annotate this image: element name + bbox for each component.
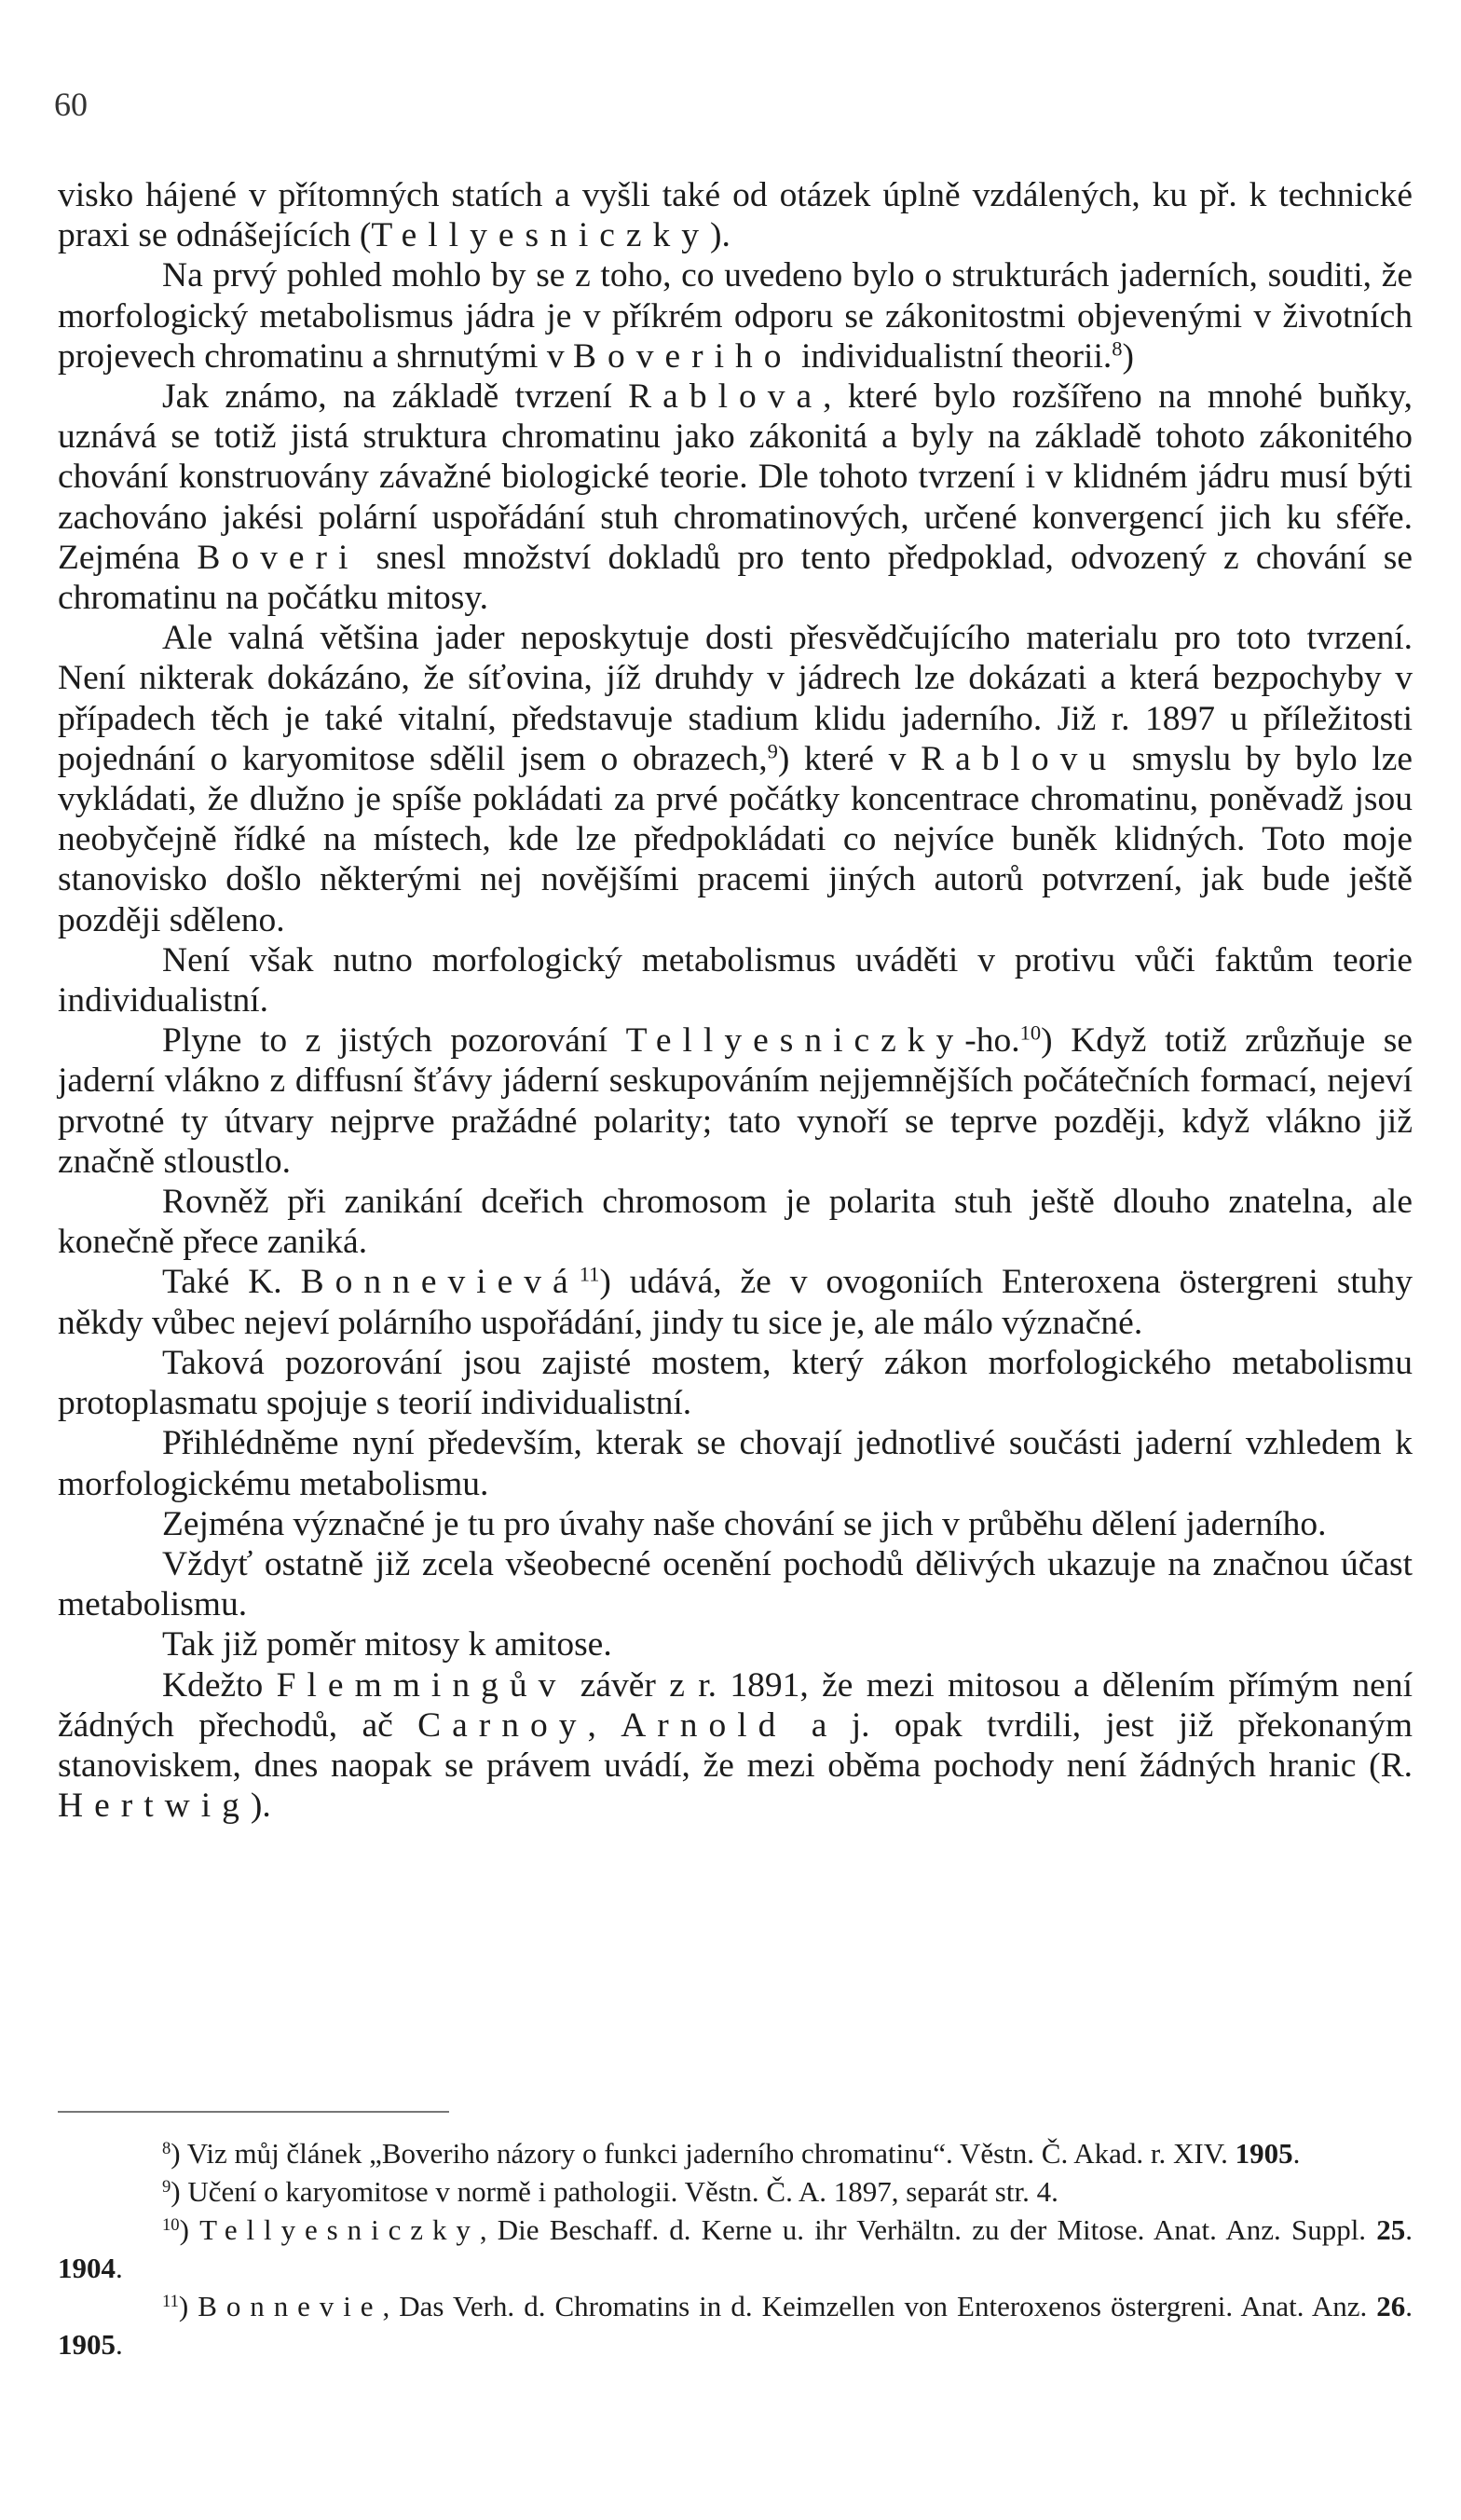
footnote-marker: 10 [162, 2214, 180, 2235]
text-run: Taková pozorování jsou zajisté mostem, který zákon morfologického metabolismu protoplasmatu spojuje s teorií individualistní. [58, 1343, 1413, 1423]
paragraph [58, 940, 1413, 1020]
text-run: . [116, 2328, 123, 2361]
text-run: ) [179, 2213, 200, 2246]
spaced-name: Flemmingův [276, 1665, 567, 1705]
paragraph [58, 1423, 1413, 1503]
text-run: smyslu by bylo lze vykládati, že dlužno je spíše pokládati za prvé počátky koncentrace chromatinu, poněvadž jsou neobyčejně řídké na místech, kde lze předpokládati co nejvíce buněk klidných. Toto moje stanovisko došlo některými nej novějšími pracemi jiných autorů potvrzení, jak bude ještě později sděleno. [58, 739, 1413, 939]
paragraph [58, 255, 1413, 377]
text-run: 25 [1376, 2213, 1406, 2246]
footnote [58, 2211, 1413, 2287]
footnotes [58, 2134, 1413, 2363]
paragraph [58, 1262, 1413, 1342]
footnote-marker: 9 [162, 2176, 171, 2197]
text-run: 1904 [58, 2252, 116, 2284]
text-run: 1905 [58, 2328, 116, 2361]
paragraph [58, 1624, 1413, 1664]
spaced-name: Arnold [621, 1705, 787, 1745]
paragraph [58, 1665, 1413, 1827]
footnote-marker: 11 [162, 2291, 179, 2311]
text-run: . [116, 2252, 123, 2284]
text-run: ) Učení o karyomitose v normě i pathologii. Věstn. Č. A. 1897, separát str. 4. [171, 2175, 1058, 2208]
text-run: Zejména význačné je tu pro úvahy naše chování se jich v průběhu dělení jaderního. [162, 1504, 1327, 1543]
text-run: Není však nutno morfologický metabolismus uváděti v protivu vůči faktům teorie individualistní. [58, 940, 1413, 1020]
text-run: Kdežto [162, 1665, 277, 1705]
spaced-name: Tellyesniczky [625, 1021, 965, 1061]
page-number: 60 [54, 86, 88, 123]
text-run: . [1405, 2290, 1413, 2322]
text-run: . [1292, 2137, 1301, 2170]
paragraph [58, 1504, 1413, 1544]
text-run: 26 [1376, 2290, 1406, 2322]
footnote [58, 2172, 1413, 2211]
text-run: Jak známo, na základě tvrzení [162, 377, 629, 417]
spaced-name: Tellyesniczky [371, 216, 711, 255]
text-run: a j. opak tvrdili, jest již překonaným stanoviskem, dnes naopak se právem uvádí, že mezi oběma pochody není žádných hranic (R. [58, 1705, 1413, 1785]
text-run: závěr z r. 1891, že mezi mitosou a dělením přímým není žádných přechodů, ač [58, 1665, 1413, 1745]
spaced-name: Boveriho [572, 336, 793, 376]
text-run: ) Viz můj článek „Boveriho názory o funkci jaderního chromatinu“. Věstn. Č. Akad. r. XIV. [171, 2137, 1236, 2170]
text-run: Vždyť ostatně již zcela všeobecné ocenění pochodů dělivých ukazuje na značnou účast metabolismu. [58, 1544, 1413, 1624]
spaced-name: Hertwig [58, 1787, 251, 1826]
text-run: ) [178, 2290, 198, 2322]
text-run: ). [710, 216, 730, 255]
text-run: individualistní theorii. [792, 336, 1113, 376]
footnote-marker: 9 [767, 739, 778, 763]
body-text [58, 175, 1413, 1826]
text-run: ) Když totiž zrůzňuje se jaderní vlákno z diffusní šťávy jáderní seskupováním nejjemnějších počátečních formací, nejeví prvotné ty útvary nejprve pražádné polarity; tato vynoří se teprve později, když vlákno již značně stloustlo. [58, 1021, 1413, 1181]
spaced-name: Bonnevievá [300, 1263, 580, 1302]
spaced-name: Boveri [197, 538, 360, 577]
footnote-marker: 10 [1019, 1020, 1042, 1045]
paragraph [58, 1020, 1413, 1182]
spaced-name: Tellyesniczky [199, 2213, 480, 2246]
footnote [58, 2134, 1413, 2172]
spaced-name: Carnoy [417, 1705, 588, 1745]
paragraph [58, 175, 1413, 255]
text-run: , Die Beschaff. d. Kerne u. ihr Verhältn. zu der Mitose. Anat. Anz. Suppl. [479, 2213, 1377, 2246]
spaced-name: Bonnevie [198, 2290, 383, 2322]
text-run: ) které v [777, 739, 922, 778]
footnote-divider [58, 2111, 449, 2113]
spaced-name: Rablova [628, 377, 824, 417]
text-run: Také K. [162, 1263, 301, 1302]
footnote-marker: 8 [162, 2138, 171, 2158]
spaced-name: Rablovu [921, 739, 1118, 778]
text-run: 1905 [1235, 2137, 1293, 2170]
text-run: . [1405, 2213, 1413, 2246]
text-run: ) udává, že v ovogoniích Enteroxena östergreni stuhy někdy vůbec nejeví polárního uspořádání, jindy tu sice je, ale málo význačné. [58, 1263, 1413, 1342]
footnote [58, 2287, 1413, 2363]
text-run: , Das Verh. d. Chromatins in d. Keimzellen von Enteroxenos östergreni. Anat. Anz. [382, 2290, 1377, 2322]
text-run: Ale valná většina jader neposkytuje dosti přesvědčujícího materialu pro toto tvrzení. Není nikterak dokázáno, že síťovina, jíž druhdy v jádrech lze dokázati a která bezpochyby v případech těch je také vitalní, představuje stadium klidu jaderního. Již r. 1897 u příležitosti pojednání o karyomitose sdělil jsem o obrazech, [58, 619, 1413, 778]
text-run: Tak již poměr mitosy k amitose. [162, 1625, 612, 1664]
text-run: snesl množství dokladů pro tento předpoklad, odvozený z chování se chromatinu na počátku mitosy. [58, 538, 1413, 618]
text-run: , které bylo rozšířeno na mnohé buňky, uznává se totiž jistá struktura chromatinu jako zákonitá a byly na základě tohoto zákonitého chování konstruovány závažné biologické teorie. Dle tohoto tvrzení i v klidném jádru musí býti zachováno jakési polární uspořádání stuh chromatinových, určené konvergencí jich ku sféře. Zejména [58, 377, 1413, 577]
text-run: visko hájené v přítomných statích a vyšli také od otázek úplně vzdálených, ku př. k technické praxi se odnášejících ( [58, 176, 1413, 255]
text-run: -ho. [964, 1021, 1020, 1061]
text-run: Plyne to z jistých pozorování [162, 1021, 626, 1061]
footnote-marker: 8 [1112, 336, 1123, 361]
text-run: ). [250, 1787, 271, 1826]
paragraph [58, 618, 1413, 940]
footnote-marker: 11 [579, 1263, 600, 1287]
text-run: Na prvý pohled mohlo by se z toho, co uvedeno bylo o strukturách jaderních, souditi, že morfologický metabolismus jádra je v příkrém odporu se zákonitostmi objevenými v životních projevech chromatinu a shrnutými v [58, 256, 1413, 376]
text-run: Rovněž při zanikání dceřich chromosom je polarita stuh ještě dlouho znatelna, ale konečně přece zaniká. [58, 1183, 1413, 1262]
paragraph [58, 1182, 1413, 1262]
paragraph [58, 1544, 1413, 1624]
text-run: ) [1122, 336, 1134, 376]
text-run: Přihlédněme nyní především, kterak se chovají jednotlivé součásti jaderní vzhledem k morfologickému metabolismu. [58, 1424, 1413, 1503]
text-run: , [587, 1705, 621, 1745]
paragraph [58, 377, 1413, 618]
paragraph [58, 1343, 1413, 1423]
